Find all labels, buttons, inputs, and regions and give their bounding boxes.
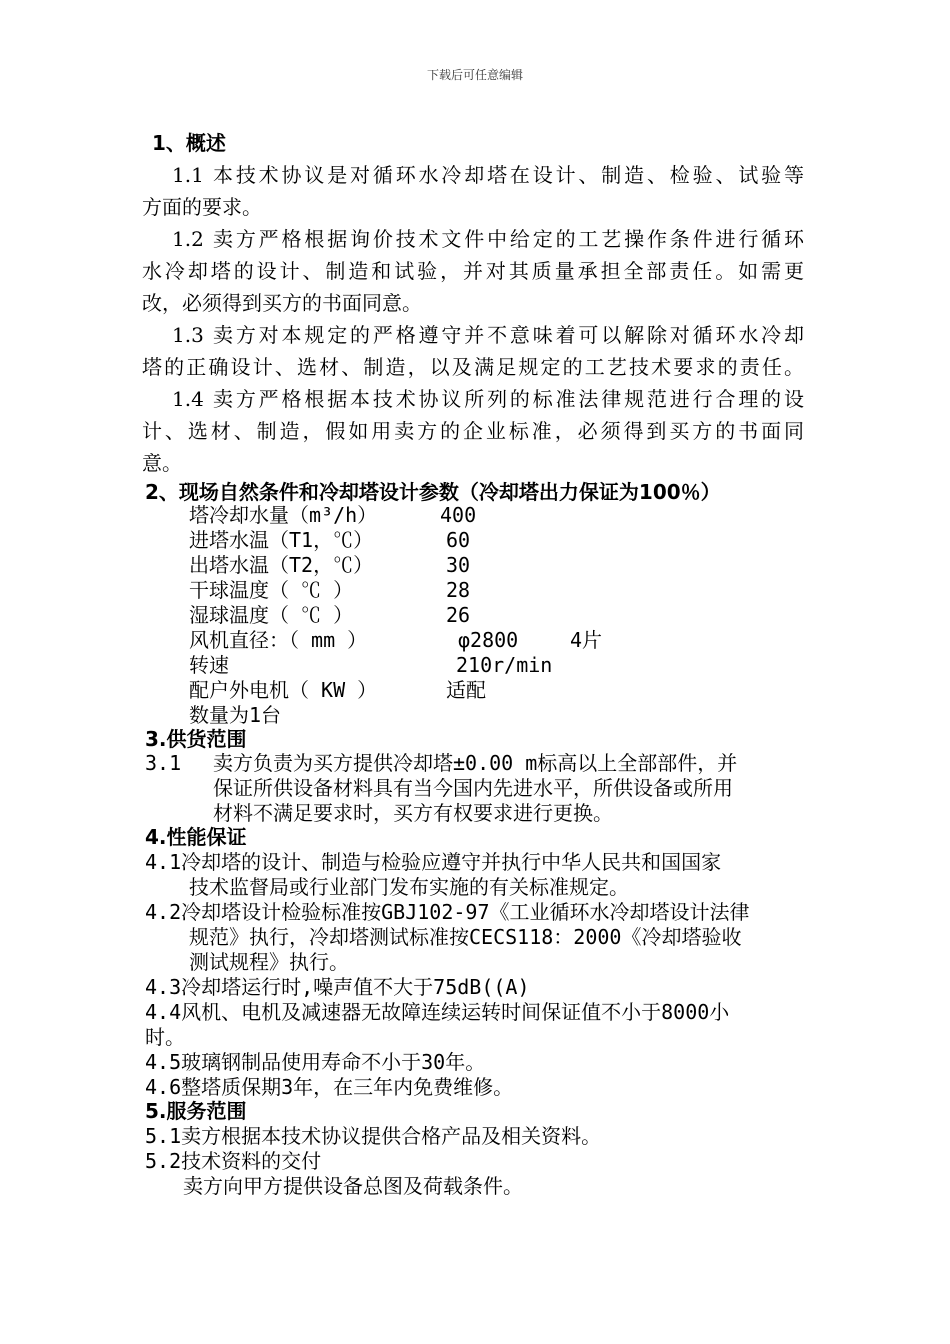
item-4-3: 4.3冷却塔运行时,噪声值不大于75dB((A) xyxy=(145,975,530,999)
item-3-1-line-3: 材料不满足要求时，买方有权要求进行更换。 xyxy=(213,801,613,825)
item-4-5: 4.5玻璃钢制品使用寿命不小于30年。 xyxy=(145,1050,486,1074)
item-4-4-line-1: 4.4风机、电机及减速器无故障连续运转时间保证值不小于8000小 xyxy=(145,1000,730,1024)
item-4-6: 4.6整塔质保期3年，在三年内免费维修。 xyxy=(145,1075,514,1099)
para-1-2-line-2: 水冷却塔的设计、制造和试验，并对其质量承担全部责任。如需更 xyxy=(142,259,804,283)
section-5-title: 5.服务范围 xyxy=(145,1099,247,1123)
para-1-4-line-1: 1.4 卖方严格根据本技术协议所列的标准法律规范进行合理的设 xyxy=(172,387,804,411)
para-1-4-line-2: 计、选材、制造，假如用卖方的企业标准，必须得到买方的书面同 xyxy=(142,419,804,443)
param-value-wet-bulb: 26 xyxy=(446,603,471,627)
item-5-2: 5.2技术资料的交付 xyxy=(145,1149,322,1173)
param-label-motor: 配户外电机（ KW ） xyxy=(189,678,378,702)
para-1-1-line-1: 1.1 本技术协议是对循环水冷却塔在设计、制造、检验、试验等 xyxy=(172,163,804,187)
item-4-1-line-1: 4.1冷却塔的设计、制造与检验应遵守并执行中华人民共和国国家 xyxy=(145,850,722,874)
section-4-title: 4.性能保证 xyxy=(145,825,247,849)
param-value-motor: 适配 xyxy=(446,678,486,702)
param-extra-fan-blades: 4片 xyxy=(570,628,603,652)
param-label-quantity: 数量为1台 xyxy=(189,703,282,727)
param-label-fan-diameter: 风机直径：（ mm ） xyxy=(189,628,368,652)
param-label-outlet-temp: 出塔水温（T2，℃） xyxy=(189,553,374,577)
para-1-2-line-1: 1.2 卖方严格根据询价技术文件中给定的工艺操作条件进行循环 xyxy=(172,227,804,251)
param-value-water-flow: 400 xyxy=(440,503,477,527)
param-value-fan-diameter: φ2800 xyxy=(458,628,519,652)
param-label-speed: 转速 xyxy=(189,653,229,677)
page-header: 下载后可任意编辑 xyxy=(426,68,523,82)
item-4-4-line-2: 时。 xyxy=(145,1025,185,1049)
param-value-speed: 210r/min xyxy=(456,653,553,677)
item-4-2-line-3: 测试规程》执行。 xyxy=(189,950,349,974)
para-1-3-line-1: 1.3 卖方对本规定的严格遵守并不意味着可以解除对循环水冷却 xyxy=(172,323,804,347)
para-1-4-line-3: 意。 xyxy=(142,451,182,475)
para-1-1-line-2: 方面的要求。 xyxy=(142,195,262,219)
item-3-1-line-2: 保证所供设备材料具有当今国内先进水平，所供设备或所用 xyxy=(213,776,733,800)
para-1-2-line-3: 改，必须得到买方的书面同意。 xyxy=(142,291,422,315)
item-5-1: 5.1卖方根据本技术协议提供合格产品及相关资料。 xyxy=(145,1124,602,1148)
param-value-inlet-temp: 60 xyxy=(446,528,471,552)
item-4-1-line-2: 技术监督局或行业部门发布实施的有关标准规定。 xyxy=(189,875,629,899)
item-5-2-text: 卖方向甲方提供设备总图及荷载条件。 xyxy=(183,1174,523,1198)
param-label-inlet-temp: 进塔水温（T1，℃） xyxy=(189,528,374,552)
item-4-2-line-2: 规范》执行，冷却塔测试标准按CECS118：2000《冷却塔验收 xyxy=(189,925,742,949)
section-2-title: 2、现场自然条件和冷却塔设计参数（冷却塔出力保证为100％） xyxy=(145,480,721,504)
param-label-dry-bulb: 干球温度（ ℃ ） xyxy=(189,578,354,602)
param-value-dry-bulb: 28 xyxy=(446,578,471,602)
section-3-title: 3.供货范围 xyxy=(145,727,247,751)
section-1-title: 1、概述 xyxy=(152,131,226,155)
item-4-2-line-1: 4.2冷却塔设计检验标准按GBJ102-97《工业循环水冷却塔设计法律 xyxy=(145,900,750,924)
item-3-1-line-1: 卖方负责为买方提供冷却塔±0.00 m标高以上全部部件，并 xyxy=(213,751,738,775)
param-value-outlet-temp: 30 xyxy=(446,553,471,577)
param-label-water-flow: 塔冷却水量（m³/h） xyxy=(189,503,378,527)
para-1-3-line-2: 塔的正确设计、选材、制造，以及满足规定的工艺技术要求的责任。 xyxy=(142,355,804,379)
item-3-1-number: 3.1 xyxy=(145,751,182,775)
param-label-wet-bulb: 湿球温度（ ℃ ） xyxy=(189,603,354,627)
